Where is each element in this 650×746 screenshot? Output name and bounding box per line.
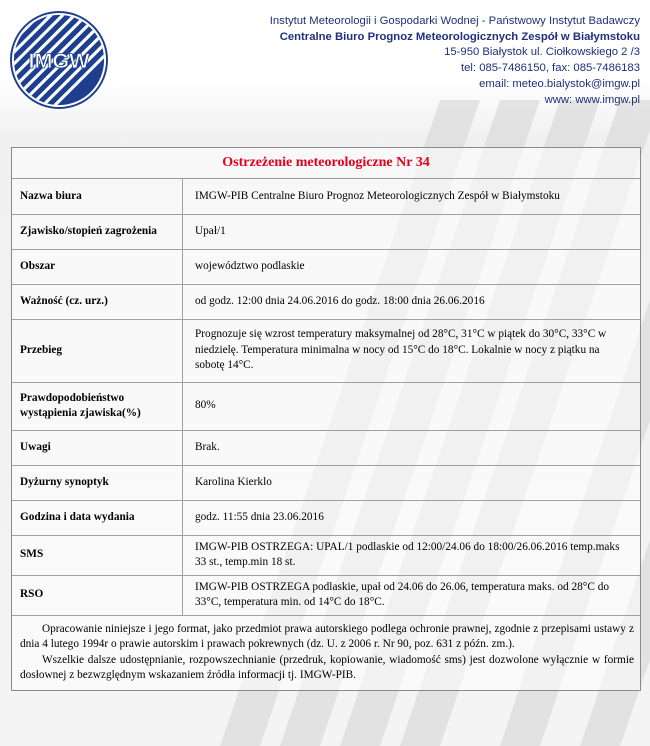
- table-row: [12, 430, 640, 465]
- table-row: [12, 500, 640, 535]
- table-row: [12, 382, 640, 430]
- row-value: 80%: [183, 382, 641, 430]
- logo-text: IMGW: [28, 47, 90, 73]
- row-label: SMS: [12, 535, 183, 575]
- row-value: województwo podlaskie: [183, 249, 641, 284]
- row-value: IMGW-PIB Centralne Biuro Prognoz Meteorologicznych Zespół w Białymstoku: [183, 179, 641, 214]
- institution-name: Instytut Meteorologii i Gospodarki Wodnej - Państwowy Instytut Badawczy: [269, 15, 640, 27]
- row-label: Uwagi: [12, 430, 183, 465]
- phone-fax: tel: 085-7486150, fax: 085-7486183: [460, 62, 640, 75]
- table-row: [12, 214, 640, 249]
- warning-title: Ostrzeżenie meteorologiczne Nr 34: [12, 148, 640, 179]
- row-value: Karolina Kierklo: [183, 465, 641, 500]
- website[interactable]: www: www.imgw.pl: [544, 93, 640, 106]
- email[interactable]: email: meteo.bialystok@imgw.pl: [479, 77, 640, 90]
- table-row: [12, 249, 640, 284]
- row-label: Godzina i data wydania: [12, 500, 183, 535]
- row-label: Ważność (cz. urz.): [12, 284, 183, 319]
- table-row: [12, 575, 640, 615]
- row-value: Upał/1: [183, 214, 641, 249]
- copyright-paragraph: Opracowanie niniejsze i jego format, jako przedmiot prawa autorskiego podlega ochronie prawnej, zgodnie z przepisami ustawy z dnia 4 lutego 1994r o prawie autorskim i prawach pokrewnych (dz. U. z 2006 r. Nr 90, poz. 631 z późn. zm.).: [20, 622, 634, 650]
- row-value: godz. 11:55 dnia 23.06.2016: [183, 500, 641, 535]
- letterhead: [0, 0, 650, 140]
- imgw-logo-icon: [10, 11, 108, 109]
- row-label: RSO: [12, 575, 183, 615]
- table-row: [12, 535, 640, 575]
- row-label: Zjawisko/stopień zagrożenia: [12, 214, 183, 249]
- table-row: [12, 284, 640, 319]
- institution-info: [270, 14, 640, 108]
- row-label: Nazwa biura: [12, 179, 183, 214]
- row-value: IMGW-PIB OSTRZEGA podlaskie, upał od 24.06 do 26.06, temperatura maks. od 28°C do 33°C, temperatura min. od 14°C do 18°C.: [183, 575, 641, 615]
- row-label: Przebieg: [12, 319, 183, 382]
- row-value: od godz. 12:00 dnia 24.06.2016 do godz. 18:00 dnia 26.06.2016: [183, 284, 641, 319]
- row-value: Brak.: [183, 430, 641, 465]
- row-value: IMGW-PIB OSTRZEGA: UPAL/1 podlaskie od 12:00/24.06 do 18:00/26.06.2016 temp.maks 33 st., temp.min 18 st.: [183, 535, 641, 575]
- table-row: [12, 319, 640, 382]
- office-name: Centralne Biuro Prognoz Meteorologicznych Zespół w Białymstoku: [279, 30, 640, 43]
- row-value: Prognozuje się wzrost temperatury maksymalnej od 28°C, 31°C w piątek do 30°C, 33°C w niedzielę. Temperatura minimalna w nocy od 15°C do 18°C. Lokalnie w nocy z piątku na sobotę 14°C.: [183, 319, 641, 382]
- row-label: Prawdopodobieństwo wystąpienia zjawiska(%): [12, 382, 183, 430]
- warning-document: [11, 147, 641, 691]
- redistribution-paragraph: Wszelkie dalsze udostępnianie, rozpowszechnianie (przedruk, kopiowanie, wiadomość sms) jest dozwolone wyłącznie w formie dosłownej z bezwzględnym wskazaniem źródła informacji tj. IMGW-PIB.: [20, 653, 634, 681]
- row-label: Obszar: [12, 249, 183, 284]
- warning-table: [12, 179, 640, 616]
- copyright-notice: [12, 616, 640, 690]
- row-label: Dyżurny synoptyk: [12, 465, 183, 500]
- table-row: [12, 465, 640, 500]
- table-row: [12, 179, 640, 214]
- address: 15-950 Białystok ul. Ciołkowskiego 2 /3: [444, 46, 640, 59]
